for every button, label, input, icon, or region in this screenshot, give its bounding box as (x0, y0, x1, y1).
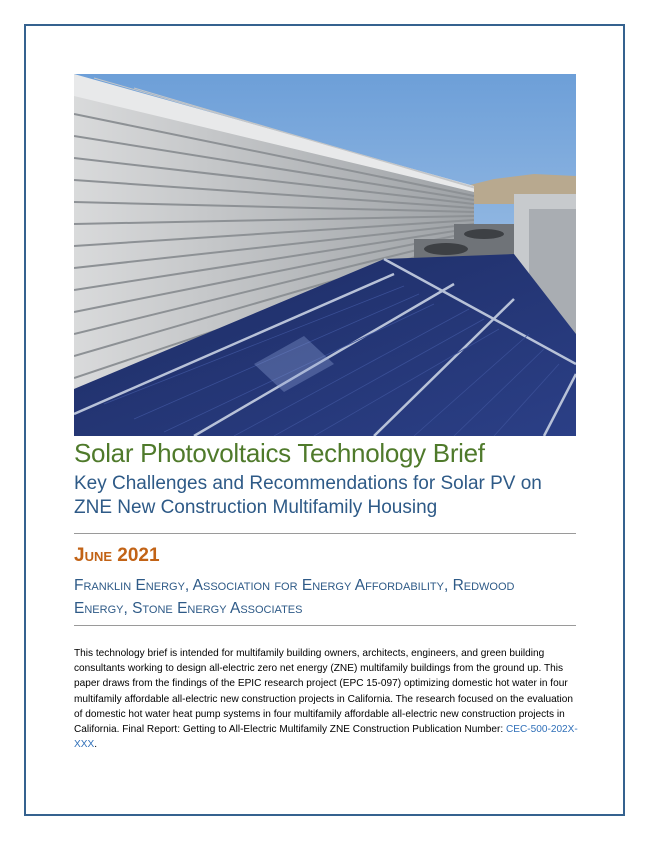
subtitle-line-2: ZNE New Construction Multifamily Housing (74, 497, 438, 518)
description-text: This technology brief is intended for multifamily building owners, architects, engineers, and green building consultants working to design all-electric zero net energy (ZNE) multifamily buildings from the ground up. This paper draws from the findings of the EPIC research project (EPC 15-097) optimizing domestic hot water in four multifamily affordable all-electric new construction projects in California. The research focused on the evaluation of domestic hot water heat pump systems in four multifamily affordable all-electric new construction projects in California. Final Report: Getting to All-Electric Multifamily ZNE Construction Publication Number: (74, 648, 573, 736)
divider-top (74, 533, 576, 534)
brief-description (74, 646, 578, 752)
authoring-organizations (74, 574, 576, 620)
cover-photo-solar-panels (74, 74, 576, 436)
subtitle-line-1: Key Challenges and Recommendations for Solar PV on (74, 473, 542, 494)
publication-date: June 2021 (74, 545, 160, 566)
divider-bottom (74, 625, 576, 626)
document-subtitle (74, 472, 584, 520)
organizations-line-1: Franklin Energy, Association for Energy Affordability, Redwood (74, 577, 515, 594)
description-end: . (94, 739, 98, 751)
publication-number-link[interactable]: CEC-500-202X-XXX (74, 724, 578, 751)
document-title: Solar Photovoltaics Technology Brief (74, 438, 485, 468)
organizations-line-2: Energy, Stone Energy Associates (74, 600, 303, 617)
